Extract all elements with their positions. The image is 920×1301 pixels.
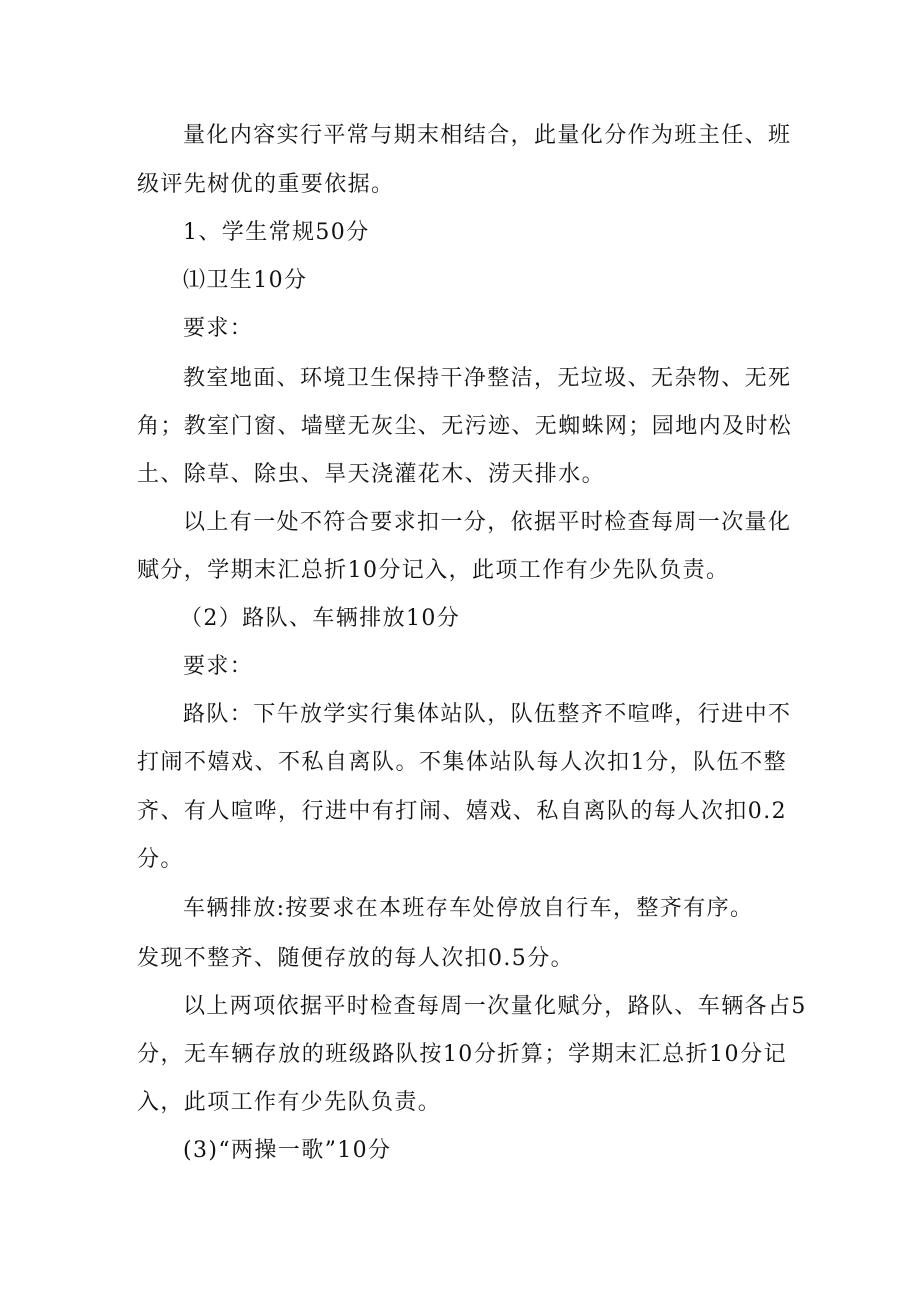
paragraph-line: 土、除草、除虫、旱天浇灌花木、涝天排水。 <box>137 462 606 487</box>
paragraph-line: 路队：下午放学实行集体站队，队伍整齐不喧哗，行进中不 <box>183 702 792 727</box>
subsection-heading: (3)“两操一歌”10分 <box>183 1138 392 1163</box>
requirement-label: 要求： <box>183 316 254 341</box>
subsection-heading: （2）路队、车辆排放10分 <box>180 606 461 631</box>
paragraph-line: 车辆排放:按要求在本班存车处停放自行车，整齐有序。 <box>183 896 754 921</box>
paragraph-line: 角；教室门窗、墙壁无灰尘、无污迹、无蜘蛛网；园地内及时松 <box>137 414 793 439</box>
paragraph-line: 发现不整齐、随便存放的每人次扣0.5分。 <box>137 946 574 971</box>
paragraph-line: 级评先树优的重要依据。 <box>137 172 395 197</box>
paragraph-line: 分。 <box>137 847 184 872</box>
requirement-label: 要求： <box>183 654 254 679</box>
subsection-heading: ⑴卫生10分 <box>183 268 308 293</box>
paragraph-line: 以上有一处不符合要求扣一分，依据平时检查每周一次量化 <box>183 510 792 535</box>
paragraph-line: 以上两项依据平时检查每周一次量化赋分，路队、车辆各占5 <box>183 994 807 1019</box>
paragraph-line: 齐、有人喧哗，行进中有打闹、嬉戏、私自离队的每人次扣0.2 <box>137 799 787 824</box>
paragraph-line: 入，此项工作有少先队负责。 <box>137 1090 442 1115</box>
paragraph-line: 量化内容实行平常与期末相结合，此量化分作为班主任、班 <box>183 123 792 148</box>
paragraph-line: 教室地面、环境卫生保持干净整洁，无垃圾、无杂物、无死 <box>183 366 792 391</box>
paragraph-line: 打闹不嬉戏、不私自离队。不集体站队每人次扣1分，队伍不整 <box>137 750 787 775</box>
paragraph-line: 分，无车辆存放的班级路队按10分折算；学期末汇总折10分记 <box>137 1042 787 1067</box>
section-heading: 1、学生常规50分 <box>183 220 370 245</box>
paragraph-line: 赋分，学期末汇总折10分记入，此项工作有少先队负责。 <box>137 558 730 583</box>
